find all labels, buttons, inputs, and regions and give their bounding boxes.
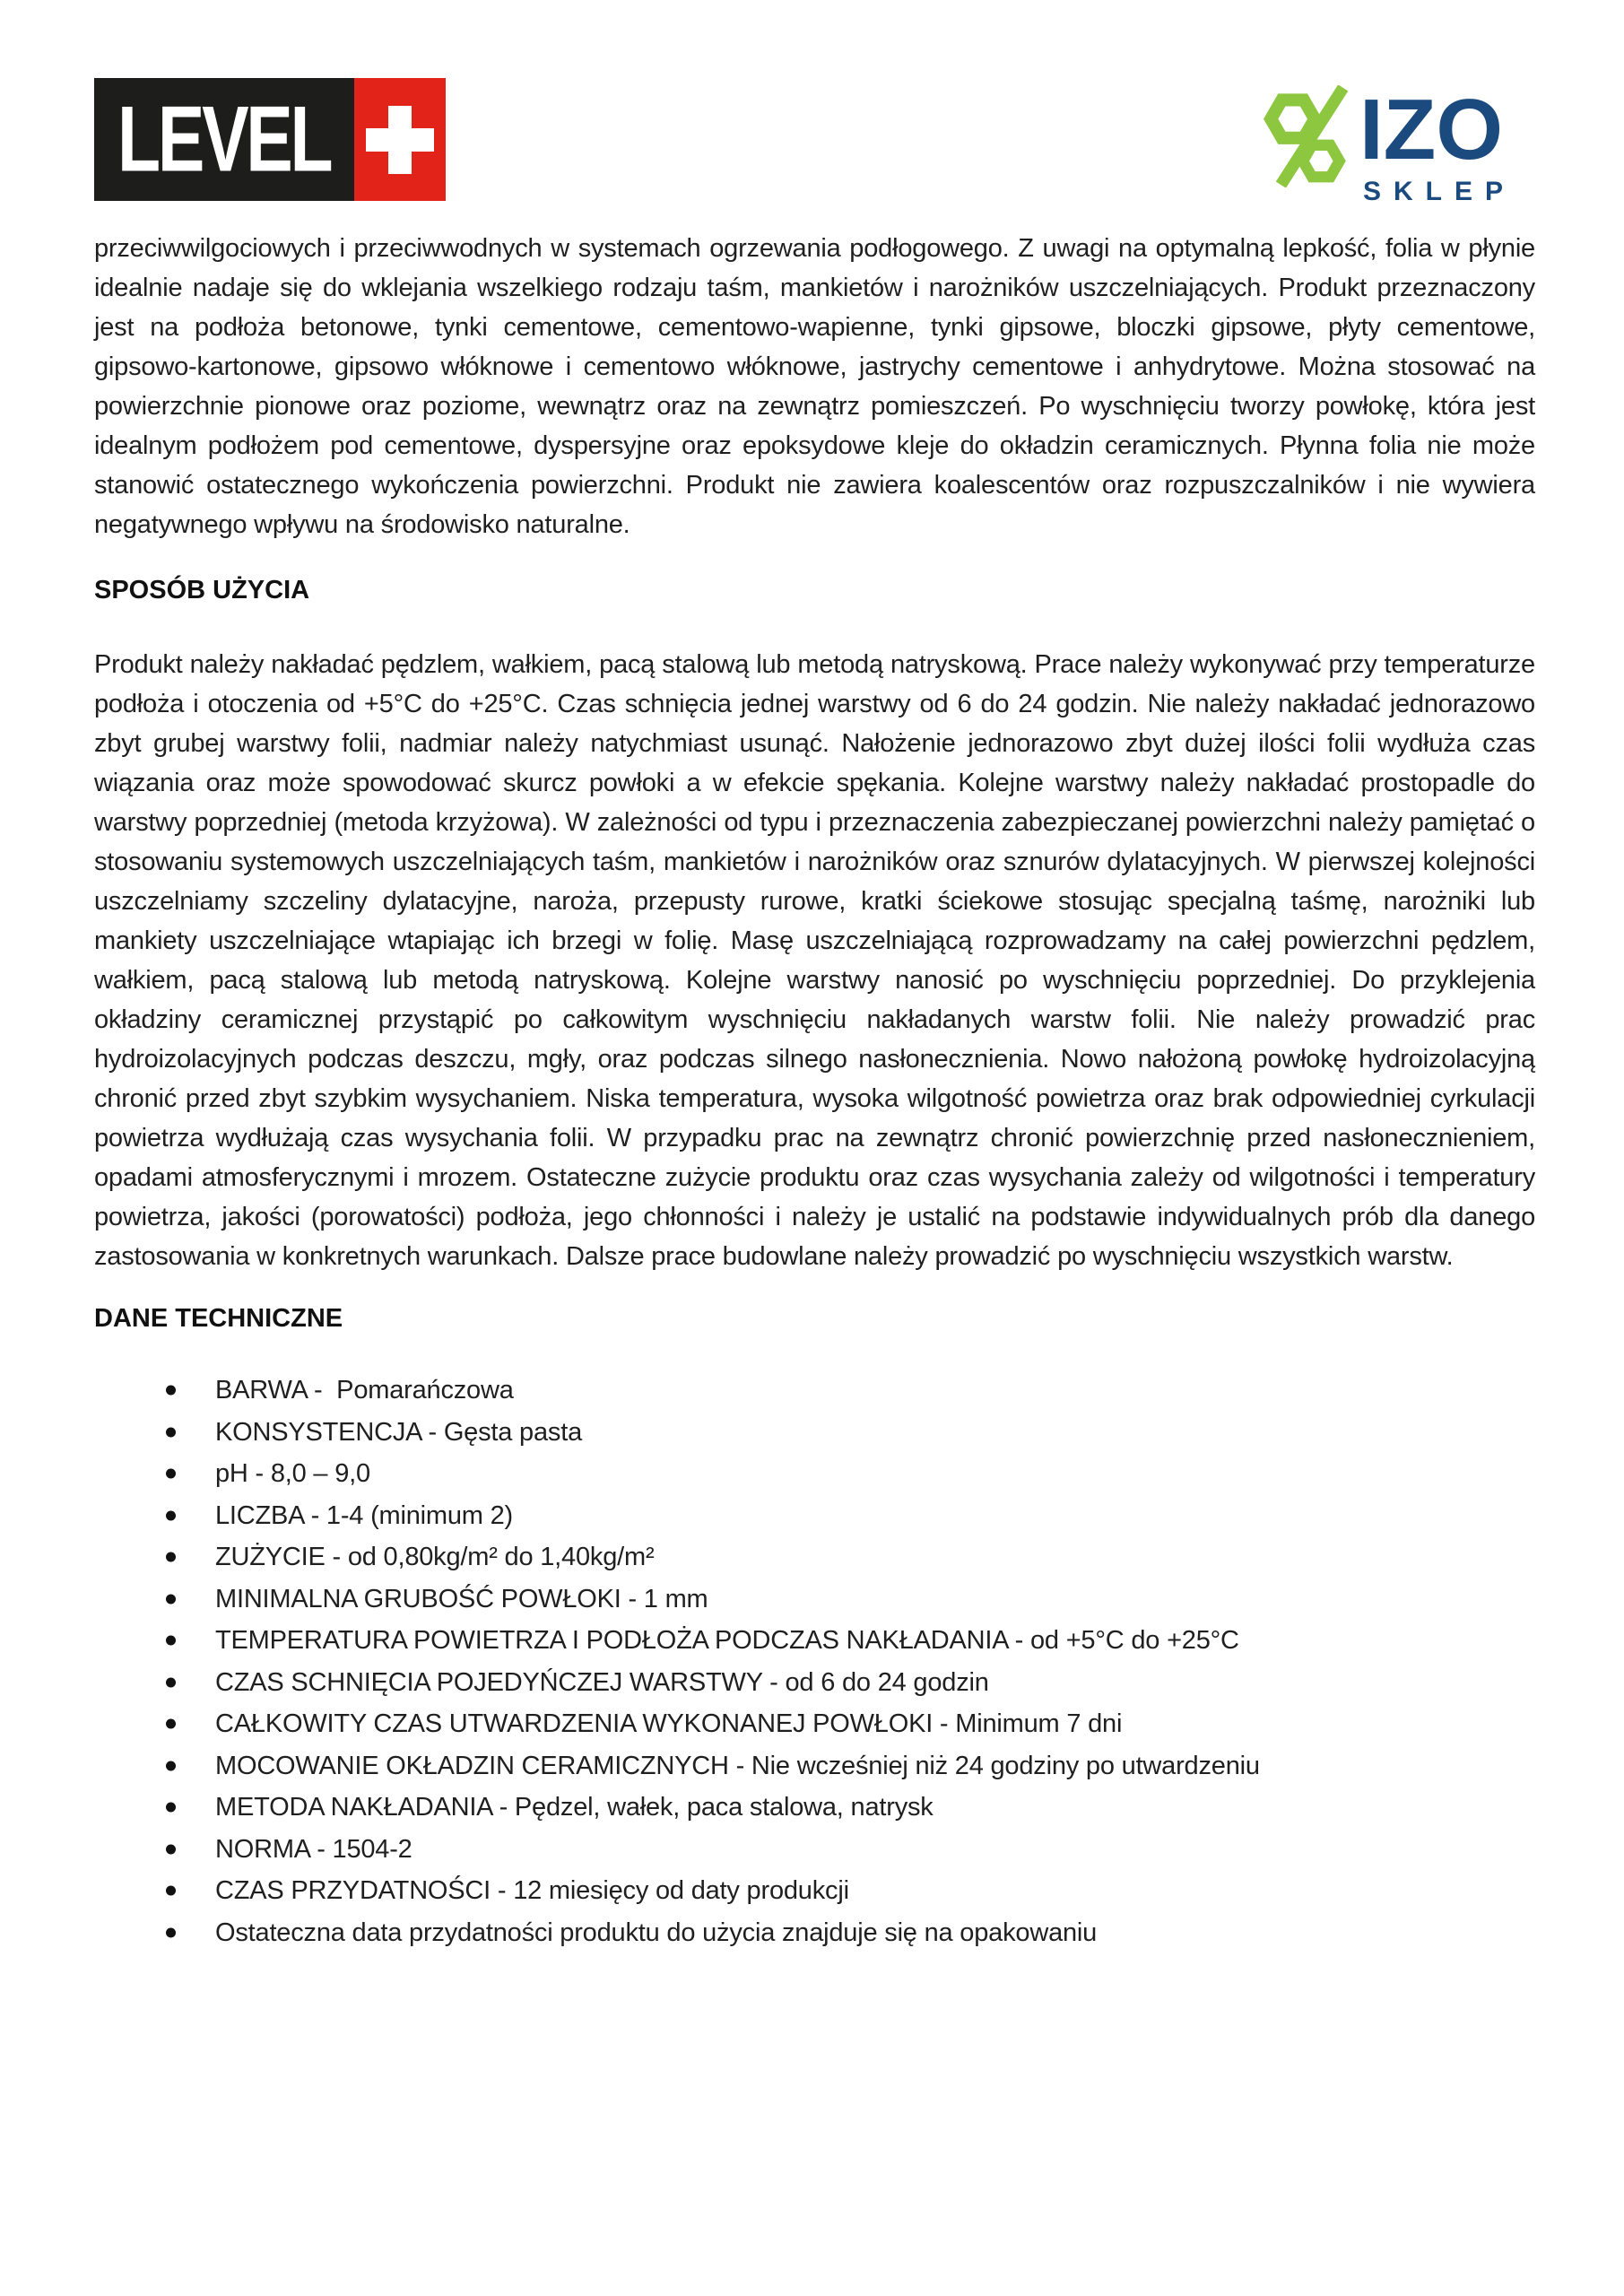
bullet-icon [166,1677,176,1687]
technical-data-text: CZAS SCHNIĘCIA POJEDYŃCZEJ WARSTWY - od 6 do 24 godzin [215,1667,989,1697]
bullet-icon [166,1636,176,1646]
technical-data-item [94,1703,1535,1745]
technical-data-text: METODA NAKŁADANIA - Pędzel, wałek, paca stalowa, natrysk [215,1793,934,1822]
usage-paragraph: Produkt należy nakładać pędzlem, wałkiem, pacą stalową lub metodą natryskową. Prace należy wykonywać przy temperaturze podłoża i otoczenia od +5°C do +25°C. Czas schnięcia jednej warstwy od 6 do 24 godzin. Nie należy nakładać jednorazowo zbyt grubej warstwy folii, nadmiar należy natychmiast usunąć. Nałożenie jednorazowo zbyt dużej ilości folii wydłuża czas wiązania oraz może spowodować skurcz powłoki a w efekcie spękania. Kolejne warstwy należy nakładać prostopadle do warstwy poprzedniej (metoda krzyżowa). W zależności od typu i przeznaczenia zabezpieczanej powierzchni należy pamiętać o stosowaniu systemowych uszczelniających taśm, mankietów i narożników oraz sznurów dylatacyjnych. W pierwszej kolejności uszczelniamy szczeliny dylatacyjne, naroża, przepusty rurowe, kratki ściekowe stosując specjalną taśmę, narożniki lub mankiety uszczelniające wtapiając ich brzegi w folię. Masę uszczelniającą rozprowadzamy na całej powierzchni pędzlem, wałkiem, pacą stalową lub metodą natryskową. Kolejne warstwy nanosić po wyschnięciu poprzedniej. Do przyklejenia okładziny ceramicznej przystąpić po całkowitym wyschnięciu nakładanych warstw folii. Nie należy prowadzić prac hydroizolacyjnych podczas deszczu, mgły, oraz podczas silnego nasłonecznienia. Nowo nałożoną powłokę hydroizolacyjną chronić przed zbyt szybkim wysychaniem. Niska temperatura, wysoka wilgotność powietrza oraz brak odpowiedniej cyrkulacji powietrza wydłużają czas wysychania folii. W przypadku prac na zewnątrz chronić powierzchnię przed nasłonecznieniem, opadami atmosferycznymi i mrozem. Ostateczne zużycie produktu oraz czas wysychania zależy od wilgotności i temperatury powietrza, jakości (porowatości) podłoża, jego chłonności i należy je ustalić na podstawie indywidualnych prób dla danego zastosowania w konkretnych warunkach. Dalsze prace budowlane należy prowadzić po wyschnięciu wszystkich warstw. [94,650,1535,1271]
bullet-icon [166,1927,176,1937]
bullet-icon [166,1469,176,1479]
bullet-icon [166,1844,176,1854]
technical-data-item [94,1578,1535,1621]
technical-data-text: MOCOWANIE OKŁADZIN CERAMICZNYCH - Nie wcześniej niż 24 godziny po utwardzeniu [215,1751,1260,1780]
technical-data-text: ZUŻYCIE - od 0,80kg/m² do 1,40kg/m² [215,1543,655,1571]
bullet-icon [166,1803,176,1813]
technical-data-text: MINIMALNA GRUBOŚĆ POWŁOKI - 1 mm [215,1584,708,1613]
technical-data-item [94,1453,1535,1495]
technical-data-text: LICZBA - 1-4 (minimum 2) [215,1500,513,1530]
bullet-icon [166,1510,176,1520]
technical-data-item [94,1787,1535,1829]
technical-data-item [94,1412,1535,1454]
bullet-icon [166,1719,176,1729]
technical-data-text: CZAS PRZYDATNOŚCI - 12 miesięcy od daty produkcji [215,1876,849,1905]
izo-logo-subtitle: SKLEP [1363,176,1516,206]
bullet-icon [166,1761,176,1770]
technical-data-item [94,1370,1535,1412]
technical-data-text: NORMA - 1504-2 [215,1834,413,1864]
technical-data-item [94,1662,1535,1704]
technical-data-item [94,1745,1535,1787]
section-heading-dane-techniczne: DANE TECHNICZNE [94,1304,343,1333]
intro-paragraph: przeciwwilgociowych i przeciwwodnych w systemach ogrzewania podłogowego. Z uwagi na optymalną lepkość, folia w płynie idealnie nadaje się do wklejania wszelkiego rodzaju taśm, mankietów i narożników uszczelniających. Produkt przeznaczony jest na podłoża betonowe, tynki cementowe, cementowo-wapienne, tynki gipsowe, bloczki gipsowe, płyty cementowe, gipsowo-kartonowe, gipsowo włóknowe i cementowo włóknowe, jastrychy cementowe i anhydrytowe. Można stosować na powierzchnie pionowe oraz poziome, wewnątrz oraz na zewnątrz pomieszczeń. Po wyschnięciu tworzy powłokę, która jest idealnym podłożem pod cementowe, dyspersyjne oraz epoksydowe kleje do okładzin ceramicznych. Płynna folia nie może stanowić ostatecznego wykończenia powierzchni. Produkt nie zawiera koalescentów oraz rozpuszczalników i nie wywiera negatywnego wpływu na środowisko naturalne. [94,234,1535,539]
bullet-icon [166,1594,176,1604]
izo-logo-title: IZO [1359,82,1503,178]
technical-data-text: pH - 8,0 – 9,0 [215,1459,370,1488]
technical-data-text: BARWA - Pomarańczowa [215,1376,514,1405]
bullet-icon [166,1386,176,1396]
technical-data-text: TEMPERATURA POWIETRZA I PODŁOŻA PODCZAS NAKŁADANIA - od +5°C do +25°C [215,1626,1239,1655]
technical-data-item [94,1620,1535,1662]
document-body [94,0,1535,1953]
bullet-icon [166,1552,176,1562]
technical-data-item [94,1495,1535,1537]
technical-data-item [94,1829,1535,1871]
technical-data-list [94,1370,1535,1953]
section-heading-sposob-uzycia: SPOSÓB UŻYCIA [94,576,310,604]
bullet-icon [166,1886,176,1896]
technical-data-item [94,1870,1535,1912]
technical-data-item [94,1536,1535,1578]
bullet-icon [166,1427,176,1437]
technical-data-text: Ostateczna data przydatności produktu do użycia znajduje się na opakowaniu [215,1918,1098,1947]
technical-data-item [94,1912,1535,1954]
technical-data-text: KONSYSTENCJA - Gęsta pasta [215,1417,582,1447]
level-logo-text: LEVEL [117,87,331,191]
technical-data-text: CAŁKOWITY CZAS UTWARDZENIA WYKONANEJ POWŁOKI - Minimum 7 dni [215,1709,1123,1738]
